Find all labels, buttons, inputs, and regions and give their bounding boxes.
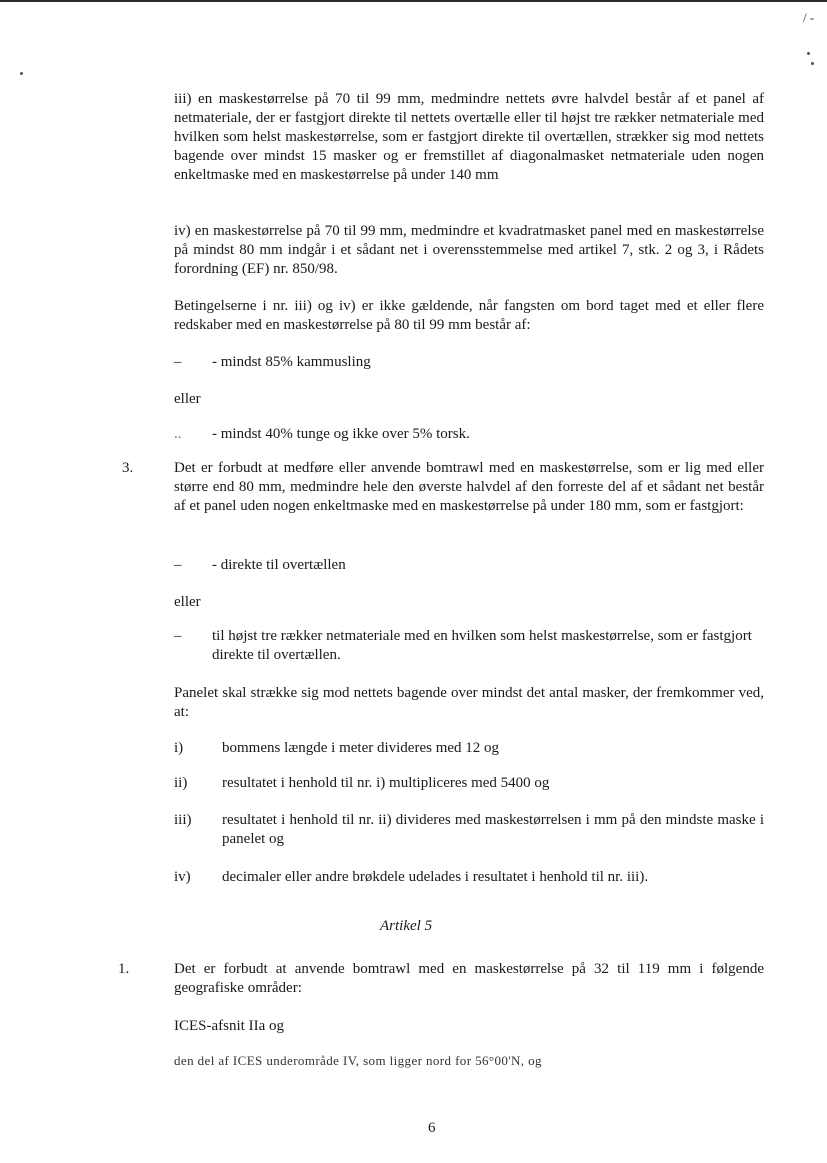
list-item-number: iv) [174,869,191,885]
corner-mark: / - [803,10,815,25]
ices-line: ICES-afsnit IIa og [174,1018,284,1034]
list-item-number: iii) [174,812,192,828]
bullet-dash: – [174,557,182,573]
list-item-text: resultatet i henhold til nr. ii) divideres med maskestørrelsen i mm på den mindste maske i panelet og [222,812,764,847]
bullet-dash: – [174,354,182,370]
ices-subarea-line: den del af ICES underområde IV, som ligger nord for 56°00'N, og [174,1053,542,1068]
page-number: 6 [428,1120,436,1136]
scan-speck [20,72,23,75]
paragraph-iii: iii) en maskestørrelse på 70 til 99 mm, medmindre nettets øvre halvdel består af et panel af netmateriale, der er fastgjort direkte til nettets overtælle eller til højst tre rækker netmateriale med hvilken som helst maskestørrelse, som er fastgjort direkte til overtællen, strækker sig mod nettets bagende over mindst 15 masker og er fremstillet af diagonalmasket netmateriale uden nogen enkeltmaske med en maskestørrelse på under 140 mm [174,91,764,183]
artikel-heading: Artikel 5 [380,918,433,934]
list-item-text: bommens længde i meter divideres med 12 og [222,740,500,756]
scan-speck [807,52,810,55]
section-number-3: 3. [122,460,134,476]
section-number-1: 1. [118,961,130,977]
paragraph-panelet: Panelet skal strække sig mod nettets bagende over mindst det antal masker, der fremkommer ved, at: [174,685,764,720]
paragraph-iv: iv) en maskestørrelse på 70 til 99 mm, medmindre et kvadratmasket panel med en maskestørrelse på mindst 80 mm indgår i et sådant net i overensstemmelse med artikel 7, stk. 2 og 3, i Rådets forordning (EF) nr. 850/98. [174,223,764,277]
paragraph-3: Det er forbudt at medføre eller anvende bomtrawl med en maskestørrelse, som er lig med eller større end 80 mm, medmindre hele den øverste halvdel af den forreste del af et sådant net består af et panel uden nogen enkeltmaske med en maskestørrelse på under 180 mm, som er fastgjort: [174,460,764,514]
bullet-kammusling: - mindst 85% kammusling [212,354,371,370]
bullet-dash: .. [174,426,182,442]
eller-text: eller [174,594,201,610]
bullet-dash: – [174,628,182,644]
bullet-tre-raekker: til højst tre rækker netmateriale med en hvilken som helst maskestørrelse, som er fastgjort direkte til overtællen. [212,628,752,663]
bullet-tunge: - mindst 40% tunge og ikke over 5% torsk. [212,426,470,442]
paragraph-betingelser: Betingelserne i nr. iii) og iv) er ikke gældende, når fangsten om bord taget med et eller flere redskaber med en maskestørrelse på 80 til 99 mm består af: [174,298,764,333]
paragraph-1: Det er forbudt at anvende bomtrawl med en maskestørrelse på 32 til 119 mm i følgende geografiske områder: [174,961,764,996]
list-item-text: resultatet i henhold til nr. i) multipliceres med 5400 og [222,775,550,791]
eller-text: eller [174,391,201,407]
list-item-text: decimaler eller andre brøkdele udelades i resultatet i henhold til nr. iii). [222,869,649,885]
scan-speck [811,62,814,65]
top-border-line [0,0,827,2]
list-item-number: i) [174,740,184,756]
list-item-number: ii) [174,775,188,791]
bullet-overtaellen: - direkte til overtællen [212,557,346,573]
